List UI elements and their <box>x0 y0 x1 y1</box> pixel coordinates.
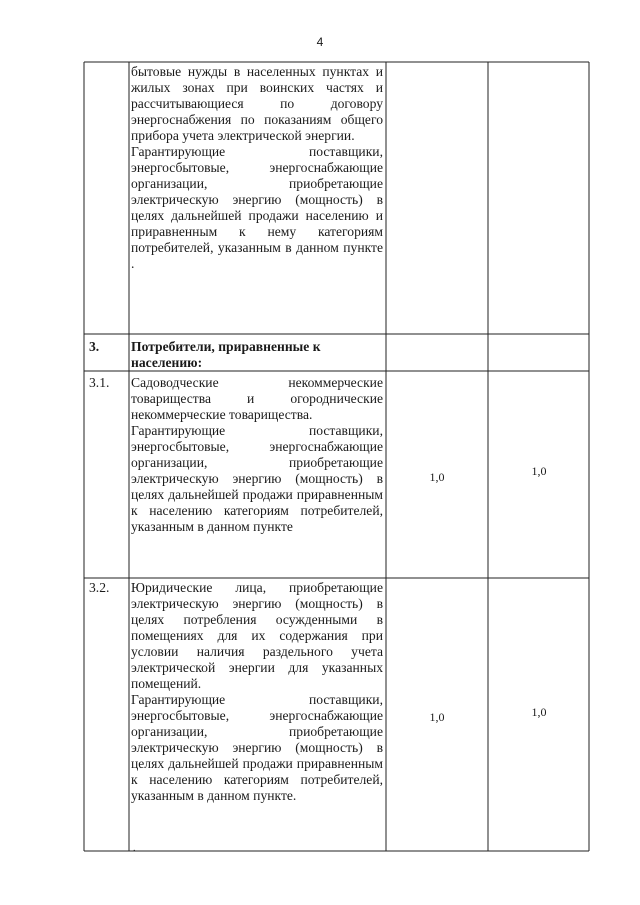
table-row-3-2 <box>131 580 383 804</box>
coefficient-value: 1,0 <box>531 705 547 719</box>
table-row-3-1 <box>131 375 383 535</box>
coefficient-value: 1,0 <box>429 710 445 724</box>
section-number: 3. <box>89 339 100 354</box>
section-title: Потребители, приравненные к населению: <box>131 339 321 370</box>
row-text: Гарантирующие поставщики, энергосбытовые, энергоснабжающие организации, приобретающие электрическую энергию (мощность) в целях дальнейшей продажи приравненным к населению категориям потребителей, указанным в данном пункте. <box>131 692 383 803</box>
row-text: Гарантирующие поставщики, энергосбытовые, энергоснабжающие организации, приобретающие электрическую энергию (мощность) в целях дальнейшей продажи приравненным к населению категориям потребителей, указанным в данном пункте <box>131 423 383 534</box>
row-text: Юридические лица, приобретающие электрическую энергию (мощность) в целях потребления осужденными в помещениях для их содержания при условии наличия раздельного учета электрической энергии для указанных помещений. <box>131 580 383 691</box>
row-number: 3.1. <box>89 375 110 390</box>
row-text: бытовые нужды в населенных пунктах и жилых зонах при воинских частях и рассчитывающиеся по договору энергоснабжения по показаниям общего прибора учета электрической энергии. <box>131 64 383 143</box>
row-text: Садоводческие некоммерческие товарищества и огороднические некоммерческие товарищества. <box>131 375 383 422</box>
row-number: 3.2. <box>89 580 110 595</box>
row-text: Гарантирующие поставщики, энергосбытовые, энергоснабжающие организации, приобретающие электрическую энергию (мощность) в целях дальнейшей продажи населению и приравненным к нему категориям потребителей, указанным в данном пункте . <box>131 144 383 271</box>
coefficient-value: 1,0 <box>531 464 547 478</box>
stray-mark: . <box>133 843 136 854</box>
coefficient-value: 1,0 <box>429 470 445 484</box>
page-number: 4 <box>316 35 324 49</box>
table-row-continuation <box>131 64 383 272</box>
